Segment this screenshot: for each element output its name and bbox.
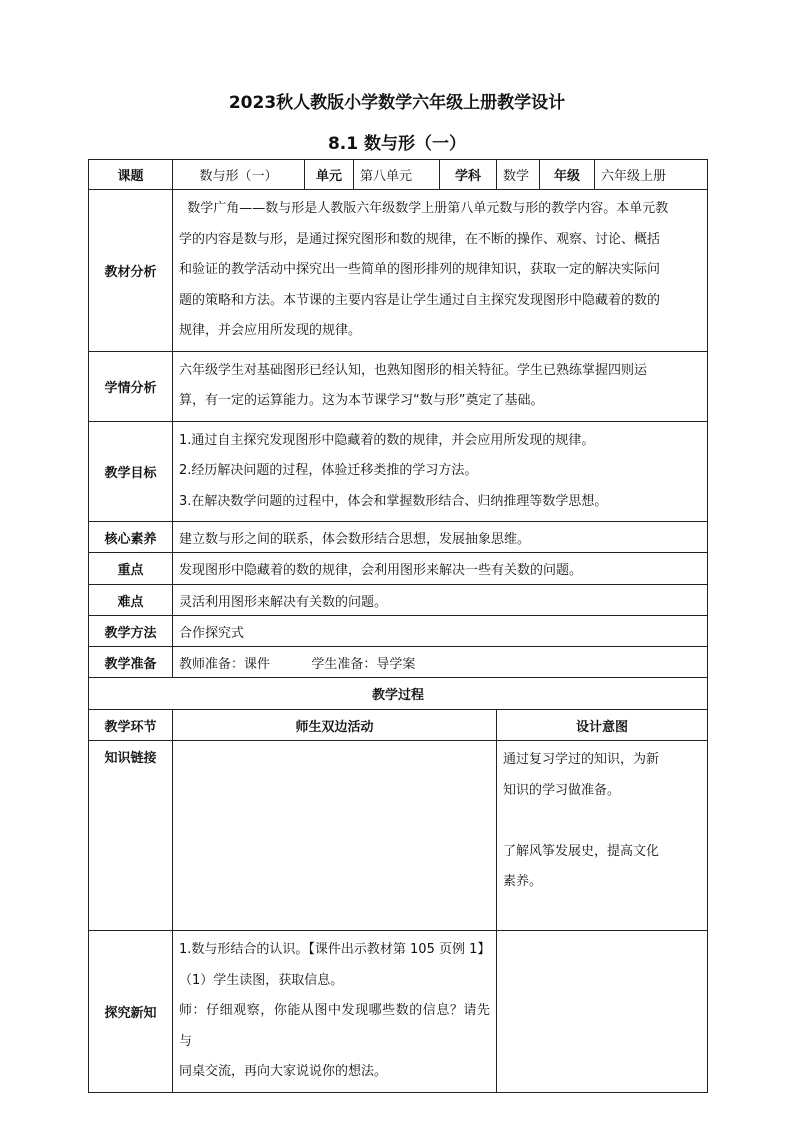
difficulty-label: 难点: [89, 585, 173, 616]
activity-line: 师：仔细观察，你能从图中发现哪些数的信息？请先与: [179, 1003, 490, 1049]
goals-label: 教学目标: [89, 421, 173, 522]
difficulty-row: [89, 585, 708, 616]
info-row: [89, 160, 708, 190]
prep-label: 教学准备: [89, 647, 173, 678]
activity-line: 1.数与形结合的认识。【课件出示教材第 105 页例 1】: [179, 942, 491, 957]
literacy-text: 建立数与形之间的联系，体会数形结合思想，发展抽象思维。: [173, 522, 708, 553]
lesson-plan-table: [88, 159, 708, 1093]
method-label: 教学方法: [89, 616, 173, 647]
method-text: 合作探究式: [173, 616, 708, 647]
goal-line: 1.通过自主探究发现图形中隐藏着的数的规律，并会应用所发现的规律。: [179, 432, 595, 448]
key-point-row: [89, 553, 708, 585]
stage-explore-activity: [173, 931, 497, 1093]
learner-text: [173, 351, 708, 421]
learner-line: 六年级学生对基础图形已经认知，也熟知图形的相关特征。学生已熟练掌握四则运: [179, 362, 648, 378]
learner-row: [89, 351, 708, 421]
learner-label: 学情分析: [89, 351, 173, 421]
stage-knowledge-label: 知识链接: [89, 741, 173, 931]
analysis-text: [173, 190, 708, 352]
topic-value: 数与形（一）: [173, 160, 305, 190]
analysis-line: 数学广角——数与形是人教版六年级数学上册第八单元数与形的教学内容。本单元教: [179, 201, 669, 216]
analysis-label: 教材分析: [89, 190, 173, 352]
difficulty-text: 灵活利用图形来解决有关数的问题。: [173, 585, 708, 616]
analysis-line: 和验证的教学活动中探究出一些简单的图形排列的规律知识，获取一定的解决实际问: [179, 262, 661, 277]
col-stage-header: 教学环节: [89, 710, 173, 741]
topic-label: 课题: [89, 160, 173, 190]
intent-line: 了解风筝发展史，提高文化: [503, 843, 660, 859]
subject-label: 学科: [440, 160, 497, 190]
key-point-text: 发现图形中隐藏着的数的规律，会利用图形来解决一些有关数的问题。: [173, 553, 708, 585]
lesson-subtitle: 8.1 数与形（一）: [327, 134, 467, 154]
intent-line: [503, 806, 701, 837]
goals-text: [173, 421, 708, 522]
document-title: 2023秋人教版小学数学六年级上册教学设计: [228, 93, 566, 113]
learner-line: 算，有一定的运算能力。这为本节课学习“数与形”奠定了基础。: [179, 393, 544, 408]
goal-line: 2.经历解决问题的过程，体验迁移类推的学习方法。: [179, 463, 478, 478]
unit-label: 单元: [305, 160, 354, 190]
analysis-line: 题的策略和方法。本节课的主要内容是让学生通过自主探究发现图形中隐藏着的数的: [179, 292, 661, 308]
intent-line: 素养。: [503, 874, 543, 889]
process-header-row: [89, 678, 708, 710]
unit-value: 第八单元: [354, 160, 440, 190]
analysis-line: 规律，并会应用所发现的规律。: [179, 323, 362, 338]
process-columns-row: [89, 710, 708, 741]
literacy-row: [89, 522, 708, 553]
stage-knowledge-intent: [497, 741, 708, 931]
intent-line: 通过复习学过的知识，为新: [503, 752, 660, 767]
grade-value: 六年级上册: [595, 160, 708, 190]
col-intent-header: 设计意图: [497, 710, 708, 741]
goal-line: 3.在解决数学问题的过程中，体会和掌握数形结合、归纳推理等数学思想。: [179, 493, 608, 509]
stage-knowledge-activity: [173, 741, 497, 931]
goals-row: [89, 421, 708, 522]
prep-row: [89, 647, 708, 678]
prep-text: 教师准备：课件 学生准备：导学案: [173, 647, 708, 678]
method-row: [89, 616, 708, 647]
analysis-row: [89, 190, 708, 352]
subject-value: 数学: [497, 160, 540, 190]
activity-line: 同桌交流，再向大家说说你的想法。: [179, 1064, 388, 1079]
grade-label: 年级: [540, 160, 595, 190]
key-point-label: 重点: [89, 553, 173, 585]
stage-explore-intent: [497, 931, 708, 1093]
process-header: 教学过程: [89, 678, 708, 710]
intent-line: 知识的学习做准备。: [503, 782, 621, 798]
activity-line: （1）学生读图，获取信息。: [179, 972, 344, 988]
stage-explore-label: 探究新知: [89, 931, 173, 1093]
stage-knowledge-row: [89, 741, 708, 931]
stage-explore-row: [89, 931, 708, 1093]
analysis-line: 学的内容是数与形，是通过探究图形和数的规律，在不断的操作、观察、讨论、概括: [179, 231, 661, 247]
col-activity-header: 师生双边活动: [173, 710, 497, 741]
literacy-label: 核心素养: [89, 522, 173, 553]
